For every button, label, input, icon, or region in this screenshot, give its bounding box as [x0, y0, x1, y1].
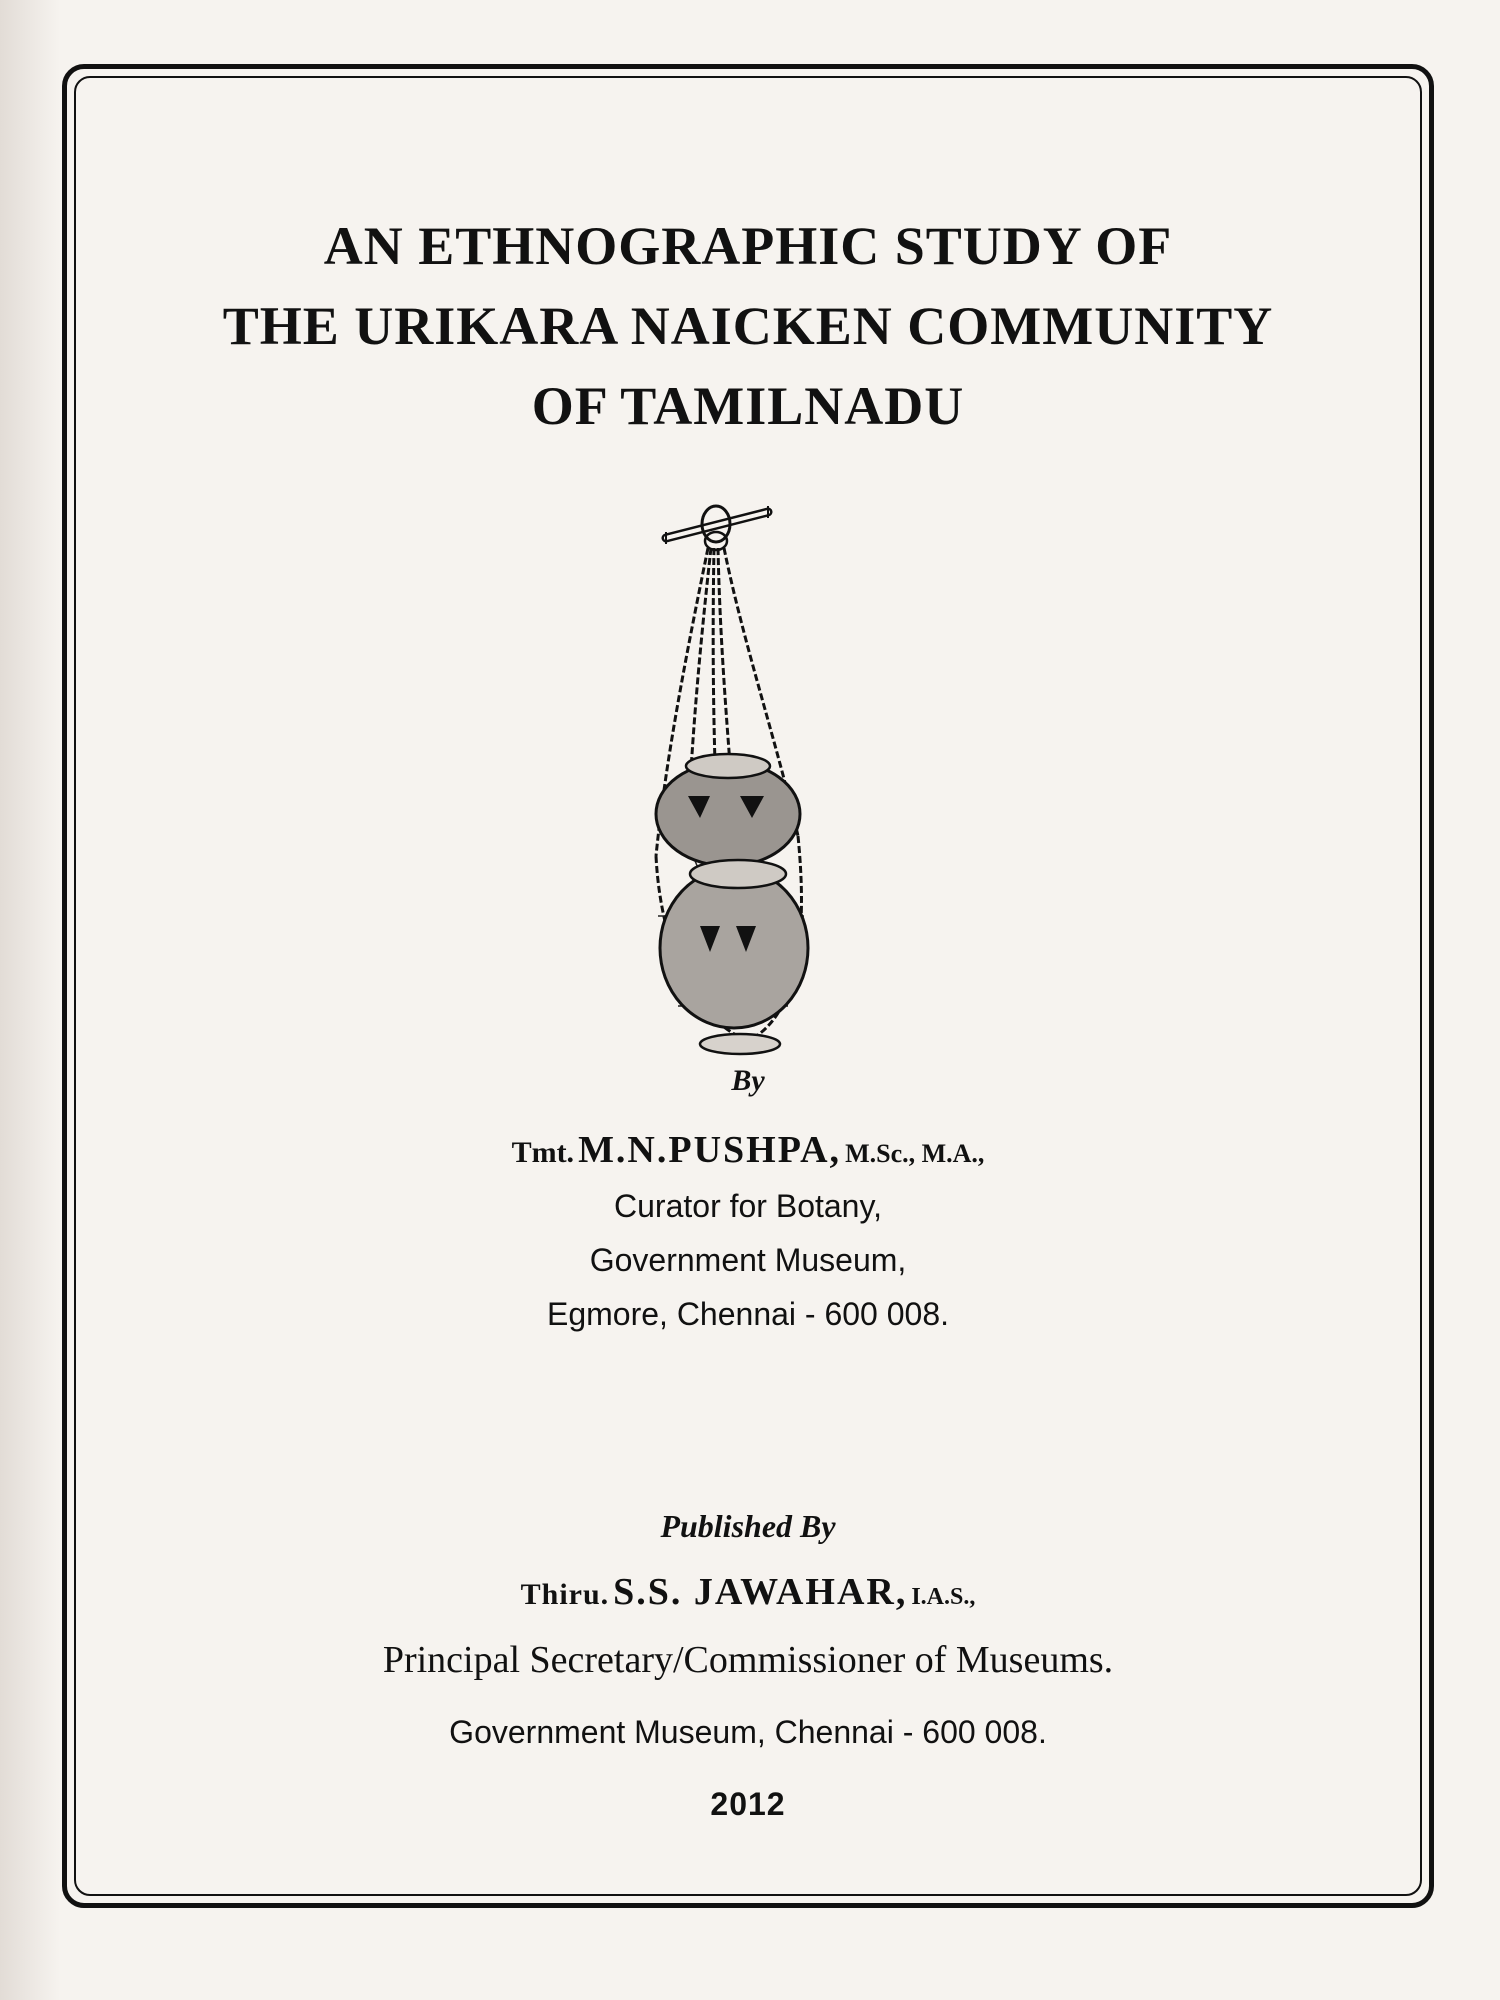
publication-year: 2012	[710, 1786, 786, 1822]
author-designation: Curator for Botany,	[614, 1188, 882, 1224]
author-degrees: M.Sc., M.A.,	[845, 1139, 985, 1168]
published-by-label: Published By	[660, 1508, 836, 1544]
publisher-name: S.S. JAWAHAR,	[613, 1571, 908, 1613]
publisher-degrees: I.A.S.,	[911, 1584, 976, 1610]
book-title	[74, 206, 1422, 446]
publisher-honorific: Thiru.	[520, 1578, 610, 1611]
author-institution: Government Museum,	[589, 1242, 907, 1278]
title-line-2: THE URIKARA NAICKEN COMMUNITY	[222, 296, 1274, 356]
lower-pot	[660, 860, 808, 1054]
author-honorific: Tmt.	[511, 1136, 575, 1169]
author-address: Egmore, Chennai - 600 008.	[546, 1296, 950, 1332]
title-line-3: OF TAMILNADU	[531, 376, 965, 436]
upper-pot	[656, 754, 800, 866]
publisher-address: Government Museum, Chennai - 600 008.	[449, 1714, 1047, 1750]
hanging-pot-carrier-illustration	[648, 496, 848, 1066]
author-line	[74, 1128, 1422, 1172]
page-edge-shadow	[0, 0, 60, 2000]
author-name: M.N.PUSHPA,	[578, 1129, 842, 1171]
title-page	[74, 76, 1422, 1896]
title-line-1: AN ETHNOGRAPHIC STUDY OF	[323, 216, 1173, 276]
publisher-role: Principal Secretary/Commissioner of Museums.	[382, 1639, 1114, 1681]
carrying-stick	[666, 506, 768, 544]
publisher-line	[74, 1570, 1422, 1614]
by-label: By	[731, 1064, 765, 1097]
